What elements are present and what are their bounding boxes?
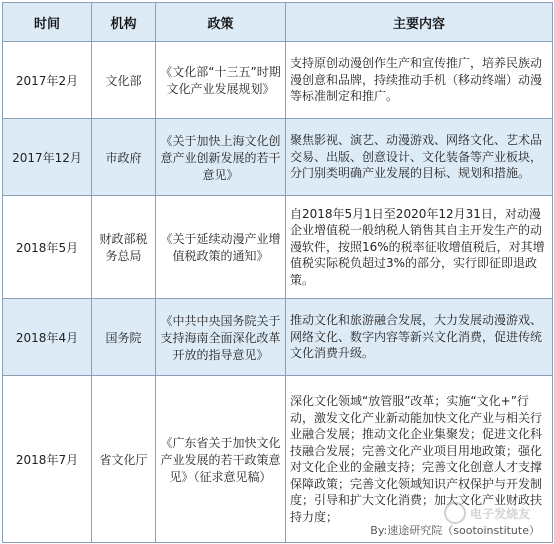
header-time: 时间 (3, 3, 92, 42)
cell-org: 国务院 (92, 299, 156, 376)
cell-org: 市政府 (92, 119, 156, 196)
cell-content: 推动文化和旅游融合发展，大力发展动漫游戏、网络文化、数字内容等新兴文化消费，促进传统文化消费升级。 (286, 299, 553, 376)
cell-policy: 《关于延续动漫产业增值税政策的通知》 (156, 196, 286, 299)
table-row (3, 42, 553, 119)
cell-policy: 《中共中央国务院关于支持海南全面深化改革开放的指导意见》 (156, 299, 286, 376)
cell-content: 聚焦影视、演艺、动漫游戏、网络文化、艺术品交易、出版、创意设计、文化装备等产业板块，分门别类明确产业发展的目标、规划和措施。 (286, 119, 553, 196)
cell-time: 2017年12月 (3, 119, 92, 196)
cell-time: 2018年4月 (3, 299, 92, 376)
header-row (3, 3, 553, 42)
cell-policy: 《广东省关于加快文化产业发展的若干政策意见》（征求意见稿） (156, 376, 286, 543)
header-policy: 政策 (156, 3, 286, 42)
cell-policy: 《关于加快上海文化创意产业创新发展的若干意见》 (156, 119, 286, 196)
table-row (3, 119, 553, 196)
cell-time: 2018年7月 (3, 376, 92, 543)
cell-policy: 《文化部“十三五”时期文化产业发展规划》 (156, 42, 286, 119)
cell-org: 省文化厅 (92, 376, 156, 543)
cell-org: 文化部 (92, 42, 156, 119)
cell-time: 2017年2月 (3, 42, 92, 119)
header-content: 主要内容 (286, 3, 553, 42)
cell-org: 财政部税务总局 (92, 196, 156, 299)
watermark-logo-icon (444, 502, 466, 524)
watermark-text: 电子发烧友 (469, 506, 530, 521)
cell-content: 深化文化领域“放管服”改革；实施“文化+”行动，激发文化产业新动能加快文化产业与相关行业融合发展；推动文化企业集聚发；促进文化科技融合发展；完善文化产业项目用地政策；强化对文化企业的金融支持；完善文化创意人才支撑保障政策；完善文化领域知识产权保护与开发制度；引导和扩大文化消费；加大文化产业财政扶持力度； (286, 376, 553, 543)
cell-content: 支持原创动漫创作生产和宣传推广，培养民族动漫创意和品牌，持续推动手机（移动终端）动漫等标准制定和推广。 (286, 42, 553, 119)
table-row (3, 299, 553, 376)
cell-time: 2018年5月 (3, 196, 92, 299)
table-row (3, 196, 553, 299)
source-credit: By:速途研究院（sootoinstitute） (370, 524, 540, 537)
header-org: 机构 (92, 3, 156, 42)
watermark (444, 502, 530, 524)
cell-content: 自2018年5月1日至2020年12月31日，对动漫企业增值税一般纳税人销售其自主开发生产的动漫软件，按照16%的税率征收增值税后，对其增值税实际税负超过3%的部分，实行即征即退政策。 (286, 196, 553, 299)
policy-table (2, 2, 553, 543)
